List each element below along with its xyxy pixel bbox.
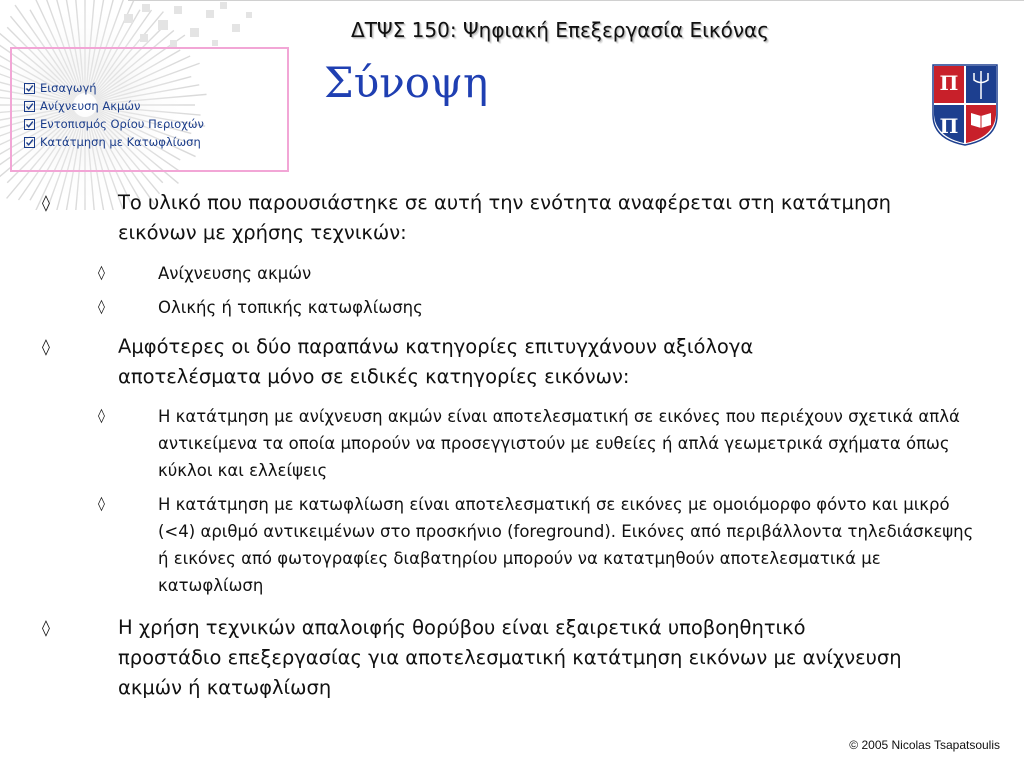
top-rule (128, 0, 1024, 1)
diamond-bullet-icon: ◊ (98, 496, 105, 512)
checkbox-checked-icon (24, 101, 35, 112)
bullet-l2 (98, 260, 978, 287)
bullet-l2 (98, 403, 978, 484)
outline-nav-list (24, 79, 204, 151)
slide-title: Σύνοψη (324, 58, 489, 107)
footer-copyright: © 2005 Nicolas Tsapatsoulis (849, 738, 1000, 752)
bullet-l1 (42, 188, 902, 248)
nav-item-label: Εισαγωγή (40, 81, 97, 95)
bullet-text: Η κατάτμηση με κατωφλίωση είναι αποτελεσματική σε εικόνες με ομοιόμορφο φόντο και μικρό (<4) αριθμό αντικειμένων στο προσκήνιο (foreground). Εικόνες από περιβάλλοντα τηλεδιάσκεψης ή εικόνες από φωτογραφίες διαβατηρίου μπορούν να κατατμηθούν αποτελεσματικά με κατωφλίωση (158, 495, 974, 595)
checkbox-checked-icon (24, 83, 35, 94)
checkbox-checked-icon (24, 119, 35, 130)
nav-item-edge-detection[interactable] (24, 97, 204, 115)
diamond-bullet-icon: ◊ (98, 408, 105, 424)
checkbox-checked-icon (24, 137, 35, 148)
bullet-text: Το υλικό που παρουσιάστηκε σε αυτή την ενότητα αναφέρεται στη κατάτμηση εικόνων με χρήσης τεχνικών: (118, 191, 892, 244)
diamond-bullet-icon: ◊ (98, 265, 105, 281)
bullet-l1 (42, 613, 902, 703)
nav-item-intro[interactable] (24, 79, 204, 97)
bullet-text: Ολικής ή τοπικής κατωφλίωσης (158, 298, 423, 317)
diamond-bullet-icon: ◊ (42, 193, 50, 212)
diamond-bullet-icon: ◊ (42, 337, 50, 356)
bullet-text: Αμφότερες οι δύο παραπάνω κατηγορίες επιτυγχάνουν αξιόλογα αποτελέσματα μόνο σε ειδικές κατηγορίες εικόνων: (118, 335, 754, 388)
diamond-bullet-icon: ◊ (42, 618, 50, 637)
bullet-l1 (42, 332, 902, 392)
nav-item-label: Κατάτμηση με Κατωφλίωση (40, 135, 201, 149)
bullet-l2 (98, 491, 978, 599)
course-title: ΔΤΨΣ 150: Ψηφιακή Επεξεργασία Εικόνας (351, 18, 769, 42)
bullet-text: Ανίχνευσης ακμών (158, 264, 312, 283)
nav-item-region-boundary[interactable] (24, 115, 204, 133)
logo-letter-top: Π (939, 71, 959, 95)
bullet-text: Η κατάτμηση με ανίχνευση ακμών είναι αποτελεσματική σε εικόνες που περιέχουν σχετικά απλά αντικείμενα τα οποία μπορούν να προσεγγιστούν με ευθείες ή απλά γεωμετρικά σχήματα όπως κύκλοι και ελλείψεις (158, 407, 960, 480)
outline-nav-box (10, 47, 289, 172)
logo-letter-bottom: Π (939, 114, 959, 138)
bullet-l2 (98, 294, 978, 321)
bullet-text: Η χρήση τεχνικών απαλοιφής θορύβου είναι εξαιρετικά υποβοηθητικό προστάδιο επεξεργασίας για αποτελεσματική κατάτμηση εικόνων με ανίχνευση ακμών ή κατωφλίωση (118, 616, 902, 699)
nav-item-threshold-segmentation[interactable] (24, 133, 204, 151)
university-logo (931, 63, 999, 147)
nav-item-label: Ανίχνευση Ακμών (40, 99, 141, 113)
nav-item-label: Εντοπισμός Ορίου Περιοχών (40, 117, 204, 131)
diamond-bullet-icon: ◊ (98, 299, 105, 315)
